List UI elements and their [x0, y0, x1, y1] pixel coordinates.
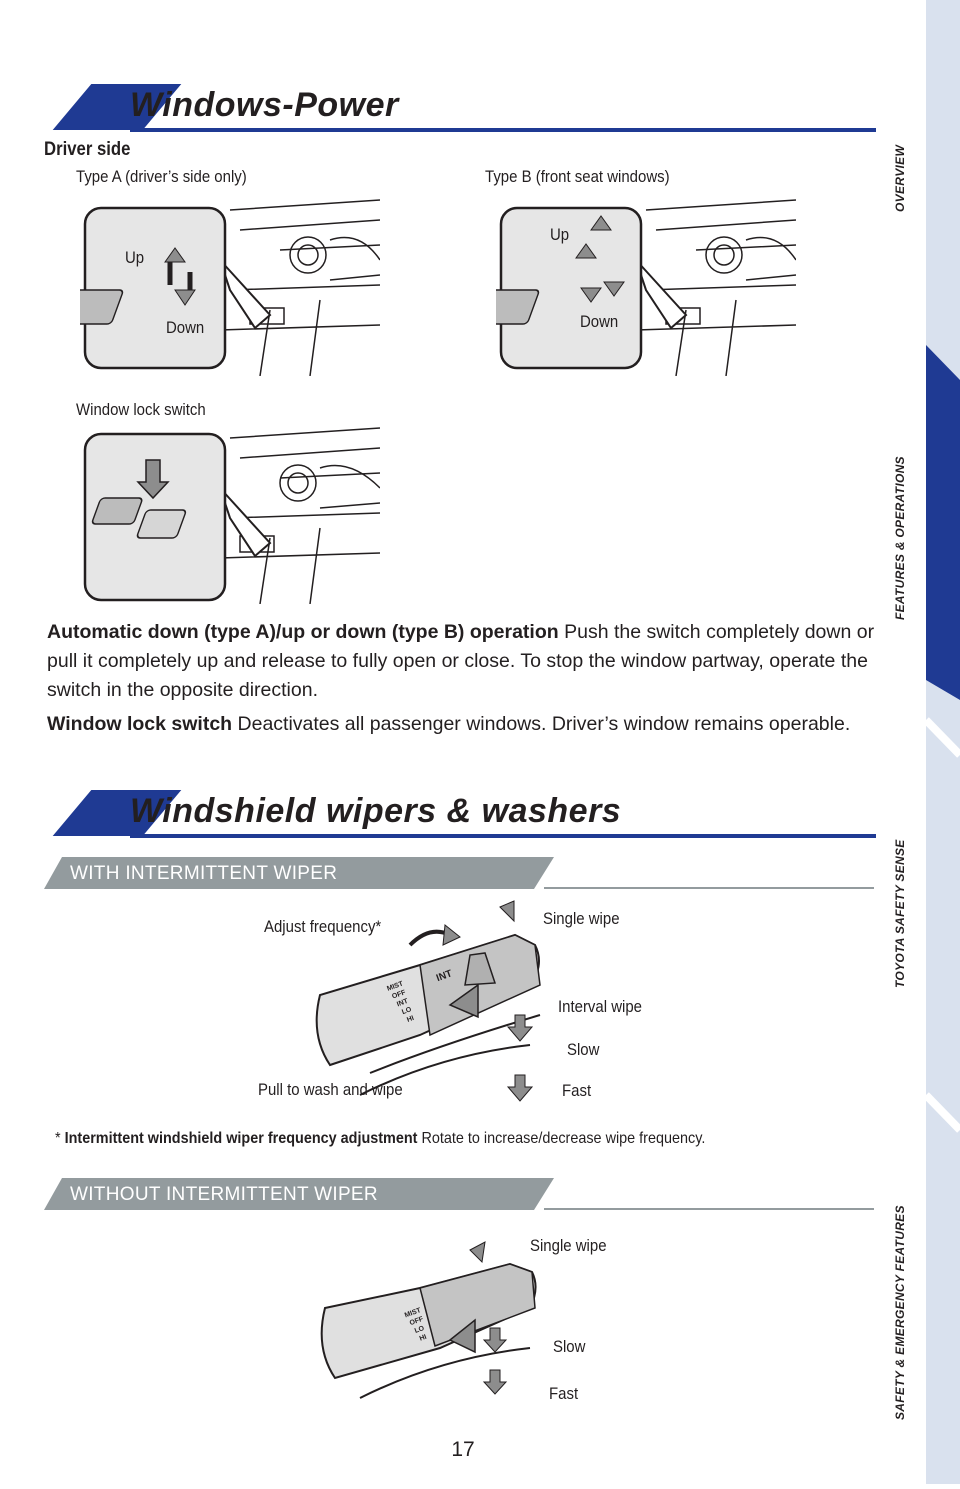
side-nav-shapes [926, 0, 960, 1484]
header-rule [130, 834, 876, 838]
stalk-mark-off: OFF [408, 1315, 425, 1328]
footnote [55, 1130, 705, 1148]
section-header-windows [44, 84, 876, 134]
fast-label-basic: Fast [549, 1384, 579, 1403]
page-number: 17 [451, 1438, 475, 1461]
down-label-a: Down [166, 318, 205, 337]
without-intermittent-label: WITHOUT INTERMITTENT WIPER [70, 1184, 378, 1205]
side-navigation [926, 0, 960, 1484]
nav-overview[interactable]: OVERVIEW [893, 144, 907, 212]
single-wipe-label: Single wipe [543, 909, 620, 928]
type-b-illustration [496, 190, 796, 376]
stalk-mark-lo: LO [413, 1325, 426, 1335]
section-header-wipers [44, 790, 876, 840]
lock-switch-title: Window lock switch [47, 713, 233, 735]
nav-safety-emergency[interactable]: SAFETY & EMERGENCY FEATURES [893, 1205, 907, 1420]
driver-side-label: Driver side [44, 139, 131, 160]
without-intermittent-bar [44, 1178, 874, 1214]
stalk-mark-mist: MIST [403, 1307, 422, 1320]
stalk-mark-hi: HI [405, 1014, 415, 1024]
window-lock-label: Window lock switch [76, 400, 206, 419]
slow-label-basic: Slow [553, 1337, 586, 1356]
fast-label: Fast [562, 1081, 592, 1100]
footnote-mark: * [55, 1130, 65, 1147]
stalk-mark-mist: MIST [386, 980, 405, 993]
auto-operation-paragraph [47, 618, 877, 705]
stalk-mark-hi: HI [418, 1333, 428, 1343]
lock-switch-paragraph [47, 710, 877, 739]
section-title: Windows-Power [130, 86, 399, 124]
single-wipe-label-basic: Single wipe [530, 1236, 607, 1255]
with-intermittent-bar [44, 857, 874, 893]
footnote-text: Rotate to increase/decrease wipe frequency. [417, 1130, 706, 1147]
auto-operation-title: Automatic down (type A)/up or down (type B) operation [47, 621, 559, 643]
adjust-frequency-label: Adjust frequency* [264, 917, 382, 936]
down-label-b: Down [580, 312, 619, 331]
header-rule [130, 128, 876, 132]
nav-toyota-safety-sense[interactable]: TOYOTA SAFETY SENSE [893, 839, 907, 988]
section-title: Windshield wipers & washers [130, 792, 622, 830]
type-a-label: Type A (driver’s side only) [76, 167, 247, 186]
lock-switch-text: Deactivates all passenger windows. Driver’s window remains operable. [232, 713, 851, 735]
auto-operation-text: Push the switch completely down or pull it completely up and release to fully open or close. To stop the window partway, operate the switch in the opposite direction. [47, 621, 875, 701]
type-a-illustration [80, 190, 380, 376]
stalk-mark-int: INT [396, 997, 410, 1009]
footnote-title: Intermittent windshield wiper frequency adjustment [64, 1130, 418, 1147]
type-b-label: Type B (front seat windows) [485, 167, 670, 186]
nav-features-operations[interactable]: FEATURES & OPERATIONS [893, 456, 907, 620]
interval-wipe-label: Interval wipe [558, 997, 642, 1016]
window-lock-illustration [80, 418, 380, 604]
stalk-mark-lo: LO [401, 1006, 413, 1017]
pull-wash-label: Pull to wash and wipe [258, 1080, 403, 1099]
stalk-mark-int-ring: INT [434, 968, 454, 985]
subbar-line [544, 1208, 874, 1210]
subbar-line [544, 887, 874, 889]
with-intermittent-label: WITH INTERMITTENT WIPER [70, 863, 338, 884]
stalk-mark-off: OFF [391, 989, 407, 1001]
slow-label: Slow [567, 1040, 600, 1059]
wiper-stalk-basic [310, 1228, 550, 1408]
up-label-b: Up [550, 225, 570, 244]
up-label-a: Up [125, 248, 145, 267]
